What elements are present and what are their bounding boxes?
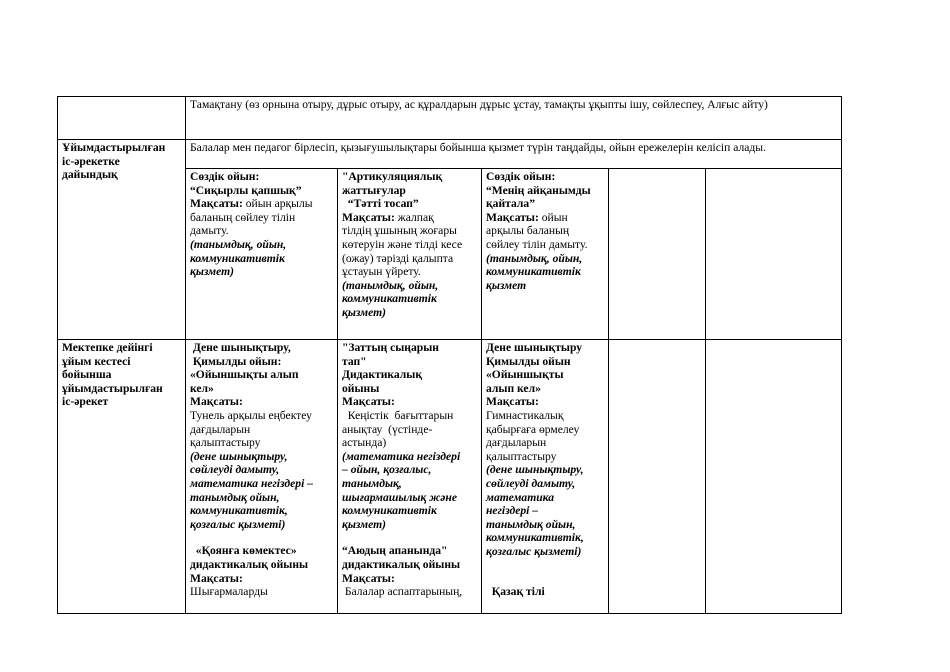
empty-cell [706, 169, 842, 340]
game-cell-1: Сөздік ойын: “Сиқырлы қапшық” Мақсаты: ойын арқылы баланың сөйлеу тілін дамыту. (танымдық, ойын, коммуникативтік қызмет) [186, 169, 338, 340]
row-heading-empty [58, 97, 186, 140]
game-cell-2: "Артикуляциялық жаттығулар “Тәтті тосап” Мақсаты: жалпақ тілдің ұшының жоғары көтеруін және тілді кесе (ожау) тәрізді қалыпта ұстауын үйрету. (танымдық, ойын, коммуникативтік қызмет) [338, 169, 482, 340]
organized-activity-row [58, 340, 842, 614]
organized-activity-heading: Мектепке дейінгі ұйым кестесі бойынша ұйымдастырылған іс-әрекет [58, 340, 186, 614]
preparation-heading: Ұйымдастырылған іс-әрекетке дайындық [58, 140, 186, 340]
preparation-intro-text: Балалар мен педагог бірлесіп, қызығушылықтары бойынша қызмет түрін таңдайды, ойын ережелерін келісіп алады. [186, 140, 842, 169]
preparation-intro-row [58, 140, 842, 169]
empty-cell [706, 340, 842, 614]
meal-text: Тамақтану (өз орнына отыру, дұрыс отыру, ас құралдарын дұрыс ұстау, тамақты ұқыпты ішу, сөйлеспеу, Алғыс айту) [186, 97, 842, 140]
empty-cell [609, 169, 706, 340]
activity-cell-3: Дене шынықтыру Қимылды ойын «Ойыншықты алып кел» Мақсаты: Гимнастикалық қабырғаға өрмелеу дағдыларын қалыптастыру (дене шынықтыру, сөйлеуді дамыту, математика негіздері – танымдық ойын, коммуникативтік, қозғалыс қызметі) Қазақ тілі [482, 340, 609, 614]
game-cell-3: Сөздік ойын: “Менің айқанымды қайтала” Мақсаты: ойын арқылы баланың сөйлеу тілін дамыту. (танымдық, ойын, коммуникативтік қызмет [482, 169, 609, 340]
daily-plan-table [57, 96, 842, 614]
empty-cell [609, 340, 706, 614]
activity-cell-1: Дене шынықтыру, Қимылды ойын: «Ойыншықты алып кел» Мақсаты: Тунель арқылы еңбектеу дағдыларын қалыптастыру (дене шынықтыру, сөйлеуді дамыту, математика негіздері – танымдық ойын, коммуникативтік, қозғалыс қызметі) «Қоянға көмектес» дидактикалық ойыны Мақсаты: Шығармаларды [186, 340, 338, 614]
meal-row [58, 97, 842, 140]
activity-cell-2: "Заттың сыңарын тап" Дидактикалық ойыны Мақсаты: Кеңістік бағыттарын анықтау (үстінде- астында) (математика негіздері – ойын, қозғалыс, танымдық, шығармашылық және коммуникативтік қызмет) “Аюдың апанында" дидактикалық ойыны Мақсаты: Балалар аспаптарының, [338, 340, 482, 614]
